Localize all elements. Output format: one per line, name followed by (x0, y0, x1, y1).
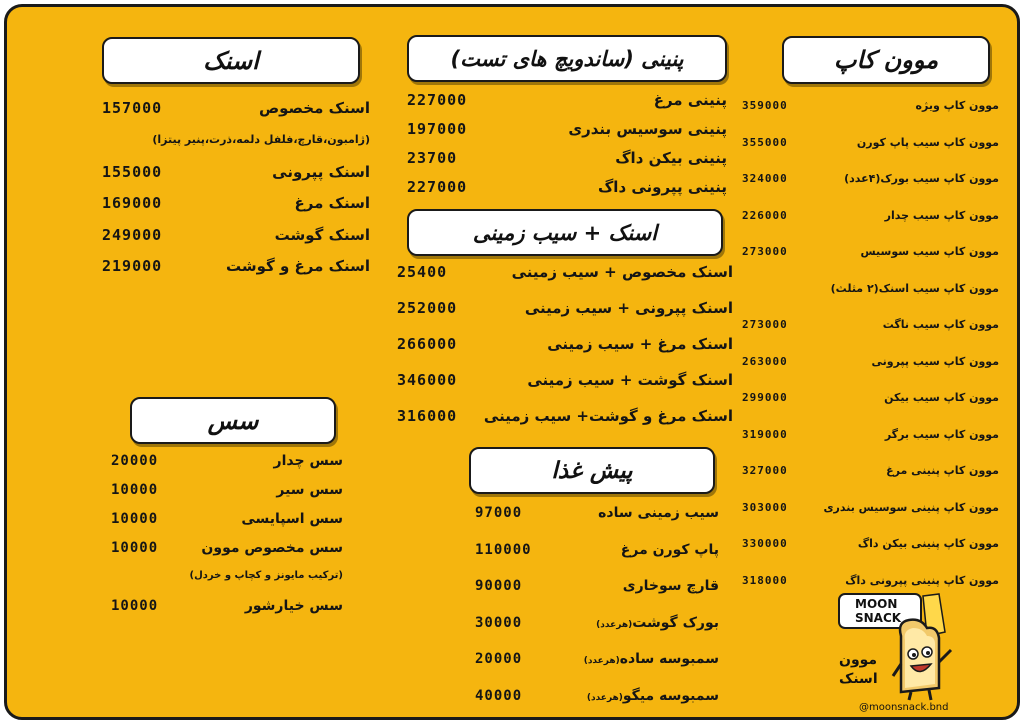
item-name: موون کاپ ویژه (915, 99, 999, 112)
sauce-item (111, 540, 343, 556)
item-name: پاپ کورن مرغ (620, 541, 719, 558)
snack-fries-item (397, 335, 733, 353)
appetizer-title-box (469, 447, 715, 494)
item-name: پنینی پپرونی داگ (597, 178, 727, 196)
item-name: سس سیر (276, 482, 343, 498)
item-name: موون کاپ سیب سوسیس (860, 245, 999, 258)
mooncup-item (742, 574, 999, 587)
item-name: پنینی سوسیس بندری (568, 120, 727, 138)
item-name: اسنک پپرونی (272, 162, 370, 181)
mooncup-item (742, 537, 999, 550)
logo-text-line1: MOON (855, 597, 898, 611)
item-name: اسنک مخصوص + سیب زمینی (511, 263, 733, 281)
item-price: 110000 (475, 541, 532, 558)
item-name: سس چدار (273, 453, 343, 469)
item-name: اسنک مرغ و گوشت+ سیب زمینی (483, 407, 733, 425)
appetizer-item (475, 615, 719, 631)
item-price: 299000 (742, 391, 788, 404)
item-name: موون کاپ پنینی پپرونی داگ (845, 573, 999, 587)
item-name (587, 688, 719, 704)
item-name: موون کاپ سیب پپرونی (871, 354, 999, 368)
menu-board (4, 4, 1020, 720)
snack-item (102, 163, 370, 181)
item-name: اسنک پپرونی + سیب زمینی (524, 299, 733, 317)
item-price: 157000 (102, 99, 163, 117)
snack-title-box (102, 37, 360, 84)
sauce-item (111, 598, 343, 614)
panini-title: پنینی (ساندویچ های تست) (450, 46, 684, 71)
mooncup-title: موون کاپ (833, 46, 939, 74)
item-name-text: سمبوسه میگو (622, 687, 719, 704)
item-price: 303000 (742, 500, 788, 514)
item-name: موون کاپ سیب چدار (884, 208, 999, 222)
instagram-handle: @moonsnack.bnd (859, 702, 949, 713)
item-name: سس خیارشور (244, 598, 343, 614)
mooncup-item (742, 282, 999, 295)
item-price: 25400 (397, 263, 448, 281)
mooncup-item (742, 172, 999, 185)
item-price: 273000 (742, 245, 788, 258)
item-price: 316000 (397, 407, 458, 425)
item-price: 155000 (102, 162, 163, 181)
brand-name-line1: موون (839, 652, 878, 668)
item-price: 346000 (397, 371, 458, 389)
item-price: 10000 (111, 540, 159, 556)
sauce-item (111, 453, 343, 469)
mooncup-item (742, 318, 999, 331)
item-price: 97000 (475, 505, 523, 521)
item-name-text: بورک گوشت (632, 614, 719, 631)
appetizer-item (475, 542, 719, 558)
panini-item (407, 120, 727, 138)
snack-fries-title-box (407, 209, 723, 256)
item-name-text: سمبوسه ساده (619, 651, 719, 667)
appetizer-item (475, 578, 719, 594)
item-name: اسنک مرغ + سیب زمینی (547, 335, 733, 353)
item-name: اسنک گوشت + سیب زمینی (527, 371, 733, 389)
item-name: اسنک گوشت (274, 225, 370, 244)
mooncup-item (742, 245, 999, 258)
item-price: 252000 (397, 299, 458, 317)
item-name: سیب زمینی ساده (598, 505, 719, 521)
item-price: 226000 (742, 208, 788, 222)
item-price: 197000 (407, 120, 468, 138)
brand-name-line2: اسنک (839, 671, 878, 687)
snack-item (102, 194, 370, 212)
mooncup-item (742, 209, 999, 222)
mooncup-item (742, 391, 999, 404)
item-name: سس اسپایسی (241, 511, 343, 527)
item-name: موون کاپ سیب برگر (884, 427, 999, 441)
item-name: موون کاپ پنینی مرغ (886, 464, 999, 477)
appetizer-item (475, 688, 719, 704)
item-name: موون کاپ سیب بورک(۴عدد) (844, 172, 999, 185)
item-price: 324000 (742, 172, 788, 185)
item-price: 263000 (742, 354, 788, 368)
item-price: 359000 (742, 99, 788, 112)
item-price: 227000 (407, 91, 468, 109)
item-price: 20000 (111, 453, 159, 469)
item-unit-tag: (هرعدد) (586, 692, 623, 703)
mooncup-item (742, 464, 999, 477)
item-price: 227000 (407, 178, 468, 196)
item-name: موون کاپ سیب بیکن (884, 391, 999, 404)
item-price: 10000 (111, 511, 159, 527)
item-price: 10000 (111, 482, 159, 498)
item-price: 169000 (102, 194, 163, 212)
item-name (596, 615, 719, 631)
item-name: سس مخصوص موون (201, 540, 343, 556)
item-price: 40000 (475, 687, 523, 704)
mooncup-title-box (782, 36, 990, 84)
item-name: موون کاپ سیب اسنک(۲ مثلث) (830, 281, 999, 295)
item-name: اسنک مخصوص (258, 99, 370, 117)
logo-text-line2: SNACK (855, 611, 902, 625)
appetizer-item (475, 651, 719, 667)
item-name: پنینی مرغ (653, 91, 727, 109)
brand-logo-area (827, 592, 972, 720)
item-price: 327000 (742, 464, 788, 477)
item-price: 266000 (397, 335, 458, 353)
item-name: قارچ سوخاری (622, 578, 719, 594)
item-name: موون کاپ سیب ناگت (882, 318, 999, 331)
item-unit-tag: (هرعدد) (583, 656, 620, 666)
item-price: 90000 (475, 578, 523, 594)
panini-item (407, 149, 727, 167)
mooncup-item (742, 428, 999, 441)
panini-title-box (407, 35, 727, 82)
item-name: پنینی بیکن داگ (615, 149, 727, 167)
snack-fries-item (397, 263, 733, 281)
item-price: 318000 (742, 573, 788, 587)
snack-item (102, 257, 370, 275)
snack-title: اسنک (203, 46, 259, 75)
item-price: 20000 (475, 651, 523, 667)
item-price: 273000 (742, 318, 788, 331)
item-name: اسنک مرغ (294, 194, 370, 212)
item-note: (ژامبون،قارچ،فلفل دلمه،ذرت،پنیر پیتزا) (152, 133, 370, 146)
item-price: 249000 (102, 225, 163, 244)
appetizer-title: پیش غذا (551, 457, 633, 484)
snack-fries-item (397, 299, 733, 317)
item-name (584, 651, 719, 667)
item-name: موون کاپ سیب پاپ کورن (856, 135, 999, 149)
sauce-item (111, 482, 343, 498)
snack-fries-item (397, 371, 733, 389)
item-price: 30000 (475, 614, 523, 631)
panini-item (407, 178, 727, 196)
snack-fries-title: اسنک + سیب زمینی (472, 220, 658, 245)
snack-fries-item (397, 407, 733, 425)
mooncup-item (742, 136, 999, 149)
item-price: 23700 (407, 149, 458, 167)
item-price: 330000 (742, 537, 788, 550)
item-name: موون کاپ پنینی بیکن داگ (857, 537, 999, 550)
sauce-item (111, 511, 343, 527)
item-price: 355000 (742, 135, 788, 149)
snack-item (102, 99, 370, 117)
item-name: موون کاپ پنینی سوسیس بندری (823, 500, 999, 514)
sauce-title-box (130, 397, 336, 444)
snack-item (102, 226, 370, 244)
mooncup-item (742, 99, 999, 112)
item-price: 319000 (742, 427, 788, 441)
item-note: (ترکیب مایونز و کچاپ و خردل) (189, 570, 343, 581)
mooncup-item (742, 355, 999, 368)
item-price: 219000 (102, 257, 163, 275)
panini-item (407, 91, 727, 109)
item-name: اسنک مرغ و گوشت (226, 257, 370, 275)
item-unit-tag: (هرعدد) (596, 619, 633, 630)
mooncup-item (742, 501, 999, 514)
appetizer-item (475, 505, 719, 521)
sauce-title: سس (207, 406, 259, 435)
item-price: 10000 (111, 598, 159, 614)
